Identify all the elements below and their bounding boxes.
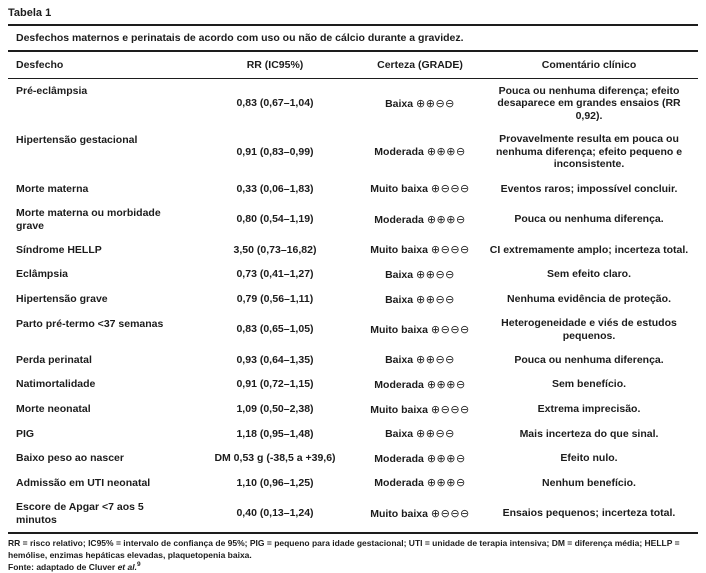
column-header-rr: RR (IC95%)	[190, 52, 360, 79]
outcome-label: Síndrome HELLP	[16, 243, 102, 256]
outcome-cell	[8, 397, 190, 422]
comment-cell	[480, 446, 698, 471]
grade-symbols: ⊕⊖⊖⊖	[430, 402, 470, 416]
outcome-label: Hipertensão gestacional	[16, 133, 138, 146]
outcome-label: Parto pré-termo <37 semanas	[16, 317, 164, 330]
comment-text: Ensaios pequenos; incerteza total.	[502, 507, 676, 520]
table-subtitle: Desfechos maternos e perinatais de acordo com uso ou não de cálcio durante a gravidez.	[16, 32, 464, 44]
outcome-label: Hipertensão grave	[16, 293, 108, 306]
rr-cell	[190, 79, 360, 128]
comment-cell	[480, 372, 698, 397]
column-header-desfecho: Desfecho	[8, 52, 190, 79]
abbreviations-note: RR = risco relativo; IC95% = intervalo de confiança de 95%; PIG = pequeno para idade gestacional; UTI = unidade de terapia intensiva; DM = diferença média; HELLP = hemólise, enzimas hepáticas elevadas, plaquetopenia baixa.	[8, 538, 680, 560]
outcome-cell	[8, 422, 190, 447]
grade-symbols: ⊕⊖⊖⊖	[430, 322, 470, 336]
rr-value: 0,83 (0,65–1,05)	[236, 323, 314, 336]
grade-cell	[360, 422, 480, 447]
grade-symbols: ⊕⊕⊕⊖	[426, 451, 466, 465]
rr-cell	[190, 495, 360, 533]
table-row	[8, 201, 698, 238]
outcome-cell	[8, 262, 190, 287]
grade-label: Muito baixa	[370, 244, 428, 257]
grade-symbols: ⊕⊖⊖⊖	[430, 506, 470, 520]
grade-cell	[360, 495, 480, 533]
grade-label: Baixa	[385, 428, 414, 441]
grade-cell	[360, 177, 480, 202]
outcome-label: Baixo peso ao nascer	[16, 452, 124, 465]
column-header-comentario: Comentário clínico	[480, 52, 698, 79]
outcome-cell	[8, 312, 190, 348]
comment-text: Efeito nulo.	[560, 452, 618, 465]
table-row	[8, 79, 698, 128]
comment-text: Nenhuma evidência de proteção.	[507, 293, 671, 306]
grade-cell	[360, 262, 480, 287]
comment-text: Sem benefício.	[551, 378, 627, 391]
comment-text: Pouca ou nenhuma diferença.	[514, 353, 664, 366]
table-row	[8, 397, 698, 422]
comment-text: Heterogeneidade e viés de estudos pequenos.	[501, 317, 677, 342]
rr-cell	[190, 446, 360, 471]
grade-cell	[360, 471, 480, 496]
rr-value: 0,91 (0,83–0,99)	[236, 145, 314, 158]
comment-cell	[480, 238, 698, 263]
grade-label: Moderada	[374, 378, 424, 391]
table-row	[8, 238, 698, 263]
grade-label: Baixa	[385, 97, 414, 110]
rr-value: 0,80 (0,54–1,19)	[236, 213, 314, 226]
comment-cell	[480, 422, 698, 447]
outcome-cell	[8, 287, 190, 312]
rr-cell	[190, 312, 360, 348]
table-row	[8, 177, 698, 202]
outcome-label: Pré-eclâmpsia	[16, 85, 88, 97]
comment-cell	[480, 177, 698, 202]
table-row	[8, 262, 698, 287]
comment-cell	[480, 348, 698, 373]
table-row	[8, 348, 698, 373]
rr-cell	[190, 471, 360, 496]
rr-cell	[190, 372, 360, 397]
outcome-label: Natimortalidade	[16, 378, 96, 391]
comment-cell	[480, 471, 698, 496]
rr-cell	[190, 201, 360, 238]
table-row	[8, 446, 698, 471]
grade-symbols: ⊕⊕⊕⊖	[426, 145, 466, 159]
grade-symbols: ⊕⊕⊕⊖	[426, 377, 466, 391]
table-header	[8, 52, 698, 79]
comment-text: CI extremamente amplo; incerteza total.	[489, 243, 689, 256]
grade-symbols: ⊕⊕⊖⊖	[416, 96, 455, 110]
comment-text: Extrema imprecisão.	[537, 403, 641, 415]
grade-symbols: ⊕⊕⊖⊖	[416, 353, 455, 367]
outcome-cell	[8, 238, 190, 263]
grade-label: Moderada	[374, 477, 424, 490]
grade-cell	[360, 287, 480, 312]
rr-value: 1,10 (0,96–1,25)	[236, 476, 314, 489]
grade-label: Baixa	[385, 354, 414, 367]
grade-symbols: ⊕⊕⊖⊖	[416, 427, 455, 441]
table-row	[8, 287, 698, 312]
grade-label: Muito baixa	[370, 323, 428, 336]
outcome-cell	[8, 471, 190, 496]
header-row	[8, 52, 698, 79]
outcome-label: Escore de Apgar <7 aos 5 minutos	[16, 501, 144, 526]
outcome-cell	[8, 177, 190, 202]
comment-cell	[480, 128, 698, 177]
grade-symbols: ⊕⊕⊕⊖	[426, 476, 466, 490]
table-row	[8, 471, 698, 496]
outcome-cell	[8, 372, 190, 397]
comment-cell	[480, 287, 698, 312]
grade-cell	[360, 372, 480, 397]
table-body	[8, 79, 698, 534]
outcome-label: Admissão em UTI neonatal	[16, 476, 151, 489]
grade-label: Baixa	[385, 268, 414, 281]
column-header-certeza: Certeza (GRADE)	[360, 52, 480, 79]
rr-value: 0,83 (0,67–1,04)	[236, 97, 314, 110]
grade-symbols: ⊕⊕⊕⊖	[426, 212, 466, 226]
comment-text: Sem efeito claro.	[546, 268, 632, 281]
rr-value: 3,50 (0,73–16,82)	[233, 243, 317, 256]
source-note-etal: et al.	[117, 561, 137, 572]
grade-symbols: ⊕⊕⊖⊖	[416, 292, 455, 306]
outcome-label: Eclâmpsia	[16, 268, 68, 281]
rr-cell	[190, 287, 360, 312]
comment-cell	[480, 397, 698, 422]
rr-cell	[190, 348, 360, 373]
grade-label: Muito baixa	[370, 403, 428, 416]
rr-value: DM 0,53 g (-38,5 a +39,6)	[214, 452, 336, 465]
table-row	[8, 128, 698, 177]
comment-text: Pouca ou nenhuma diferença; efeito desaparece em grandes ensaios (RR 0,92).	[497, 84, 681, 122]
comment-text: Provavelmente resulta em pouca ou nenhuma diferença; efeito pequeno e inconsistente.	[495, 133, 683, 171]
rr-value: 0,40 (0,13–1,24)	[236, 507, 314, 520]
source-note	[8, 561, 698, 573]
grade-symbols: ⊕⊕⊖⊖	[416, 267, 455, 281]
outcome-label: PIG	[16, 427, 35, 440]
comment-cell	[480, 79, 698, 128]
rr-value: 0,91 (0,72–1,15)	[236, 378, 314, 391]
source-note-citation: 9	[136, 561, 141, 568]
rr-value: 0,33 (0,06–1,83)	[236, 182, 314, 195]
grade-label: Moderada	[374, 213, 424, 226]
outcome-label: Morte materna ou morbidade grave	[16, 207, 161, 232]
outcome-cell	[8, 446, 190, 471]
grade-label: Muito baixa	[370, 183, 428, 196]
outcome-label: Morte neonatal	[16, 403, 91, 415]
table-row	[8, 312, 698, 348]
outcome-cell	[8, 201, 190, 238]
outcome-label: Morte materna	[16, 182, 89, 195]
rr-cell	[190, 128, 360, 177]
outcomes-table	[8, 52, 698, 534]
outcome-cell	[8, 128, 190, 177]
grade-cell	[360, 79, 480, 128]
grade-symbols: ⊕⊖⊖⊖	[430, 182, 470, 196]
footnotes	[8, 534, 698, 573]
grade-cell	[360, 128, 480, 177]
rr-value: 0,93 (0,64–1,35)	[236, 353, 314, 366]
comment-cell	[480, 262, 698, 287]
comment-text: Mais incerteza do que sinal.	[519, 427, 659, 440]
rr-value: 1,09 (0,50–2,38)	[236, 403, 314, 415]
grade-cell	[360, 397, 480, 422]
grade-label: Baixa	[385, 293, 414, 306]
rr-cell	[190, 422, 360, 447]
outcome-cell	[8, 495, 190, 533]
grade-label: Muito baixa	[370, 507, 428, 520]
rr-value: 1,18 (0,95–1,48)	[236, 427, 314, 440]
comment-text: Nenhum benefício.	[542, 476, 636, 489]
rr-cell	[190, 397, 360, 422]
rr-cell	[190, 238, 360, 263]
grade-cell	[360, 312, 480, 348]
outcome-cell	[8, 348, 190, 373]
grade-cell	[360, 238, 480, 263]
comment-cell	[480, 495, 698, 533]
table-title: Tabela 1	[8, 7, 52, 19]
table-row	[8, 372, 698, 397]
table-row	[8, 422, 698, 447]
comment-cell	[480, 312, 698, 348]
comment-cell	[480, 201, 698, 238]
grade-symbols: ⊕⊖⊖⊖	[430, 243, 470, 257]
comment-text: Eventos raros; impossível concluir.	[500, 182, 678, 195]
comment-text: Pouca ou nenhuma diferença.	[514, 213, 664, 226]
rr-cell	[190, 262, 360, 287]
source-note-text: Fonte: adaptado de Cluver	[8, 561, 118, 572]
grade-cell	[360, 446, 480, 471]
grade-label: Moderada	[374, 146, 424, 159]
table-row	[8, 495, 698, 533]
rr-cell	[190, 177, 360, 202]
rr-value: 0,79 (0,56–1,11)	[236, 293, 314, 306]
outcome-cell	[8, 79, 190, 128]
grade-cell	[360, 348, 480, 373]
outcome-label: Perda perinatal	[16, 353, 92, 366]
grade-label: Moderada	[374, 452, 424, 465]
grade-cell	[360, 201, 480, 238]
rr-value: 0,73 (0,41–1,27)	[236, 268, 314, 281]
